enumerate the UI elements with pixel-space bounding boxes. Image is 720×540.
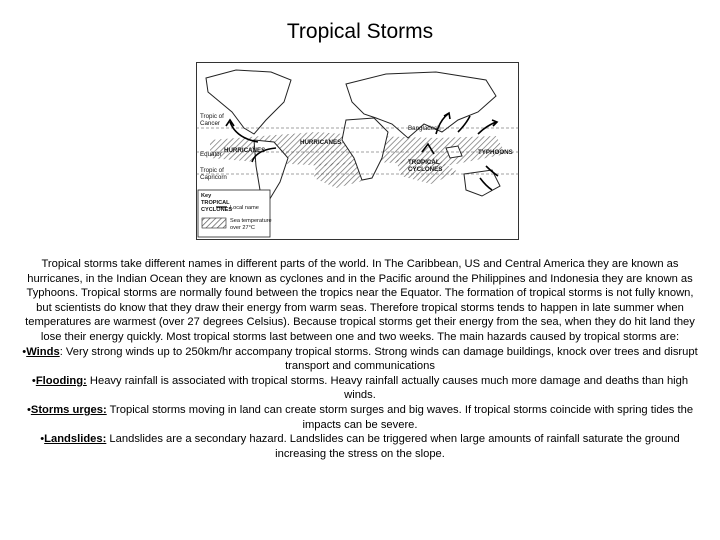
hazard-landslides <box>18 432 702 461</box>
key-title-3: CYCLONES <box>201 207 233 213</box>
flooding-label: Flooding: <box>35 374 87 387</box>
bullet-icon: • <box>40 433 45 446</box>
key-local-name: Local name <box>230 205 259 211</box>
label-tropic-cancer-1: Tropic of <box>200 113 224 120</box>
intro-paragraph: Tropical storms take different names in different parts of the world. In The Caribbean, US and Central America they are known as hurricanes, in the Indian Ocean they are known as cyclones and in the Pacific around the Philippines and Indonesia they are known as Typhoons. Tropical storms are normally found between the tropics near the Equator. The formation of tropical storms is not fully known, but scientists do know that they draw their energy from warm seas. Therefore tropical storms tends to happen in late summer when temperatures are warmest (over 27 degrees Celsius). Because tropical storms get their energy from the sea, when they do hit land they lose their energy quickly. Most tropical storms last between one and two weeks. The main hazards caused by tropical storms are: <box>25 258 695 343</box>
key-sea-temp-2: over 27°C <box>230 225 255 231</box>
key-title-1: Key <box>201 193 212 199</box>
slide-title: Tropical Storms <box>286 20 434 43</box>
label-typhoons: TYPHOONS <box>478 149 513 156</box>
flooding-text: Heavy rainfall is associated with tropical storms. Heavy rainfall actually causes much more damage and deaths than high winds. <box>86 374 689 402</box>
bullet-icon: • <box>26 403 31 416</box>
winds-label: Winds <box>26 345 60 358</box>
key-title-2: TROPICAL <box>201 200 230 206</box>
label-bangladesh: Bangladesh <box>408 125 441 132</box>
hazard-flooding <box>18 374 702 403</box>
label-hurricanes-east: HURRICANES <box>300 139 342 146</box>
label-tropical: TROPICAL <box>408 159 440 166</box>
landslides-text: Landslides are a secondary hazard. Landslides can be triggered when large amounts of rainfall saturate the ground increasing the stress on the slope. <box>106 433 680 460</box>
surges-label: Storms urges: <box>30 403 107 416</box>
tropical-storms-map <box>196 62 519 240</box>
hazard-winds <box>18 345 702 374</box>
label-hurricanes-west: HURRICANES <box>224 147 266 154</box>
label-cyclones: CYCLONES <box>408 166 443 173</box>
label-tropic-capricorn-2: Capricorn <box>200 174 227 181</box>
bullet-icon: • <box>22 345 27 358</box>
bullet-icon: • <box>31 374 36 387</box>
landslides-label: Landslides: <box>44 433 107 446</box>
surges-text: Tropical storms moving in land can create storm surges and big waves. If tropical storms coincide with spring tides the impacts can be severe. <box>106 403 694 431</box>
key-sea-temp-1: Sea temperature <box>230 218 272 224</box>
label-equator: Equator <box>200 151 222 158</box>
label-tropic-cancer-2: Cancer <box>200 120 220 127</box>
label-tropic-capricorn-1: Tropic of <box>200 167 224 174</box>
hazard-storm-surges <box>18 403 702 432</box>
body-text <box>18 257 702 461</box>
winds-text: : Very strong winds up to 250km/hr accompany tropical storms. Strong winds can damage buildings, knock over trees and disrupt transport and communications <box>59 345 698 373</box>
map-key <box>198 190 272 237</box>
key-hatch-swatch-icon <box>202 218 226 228</box>
